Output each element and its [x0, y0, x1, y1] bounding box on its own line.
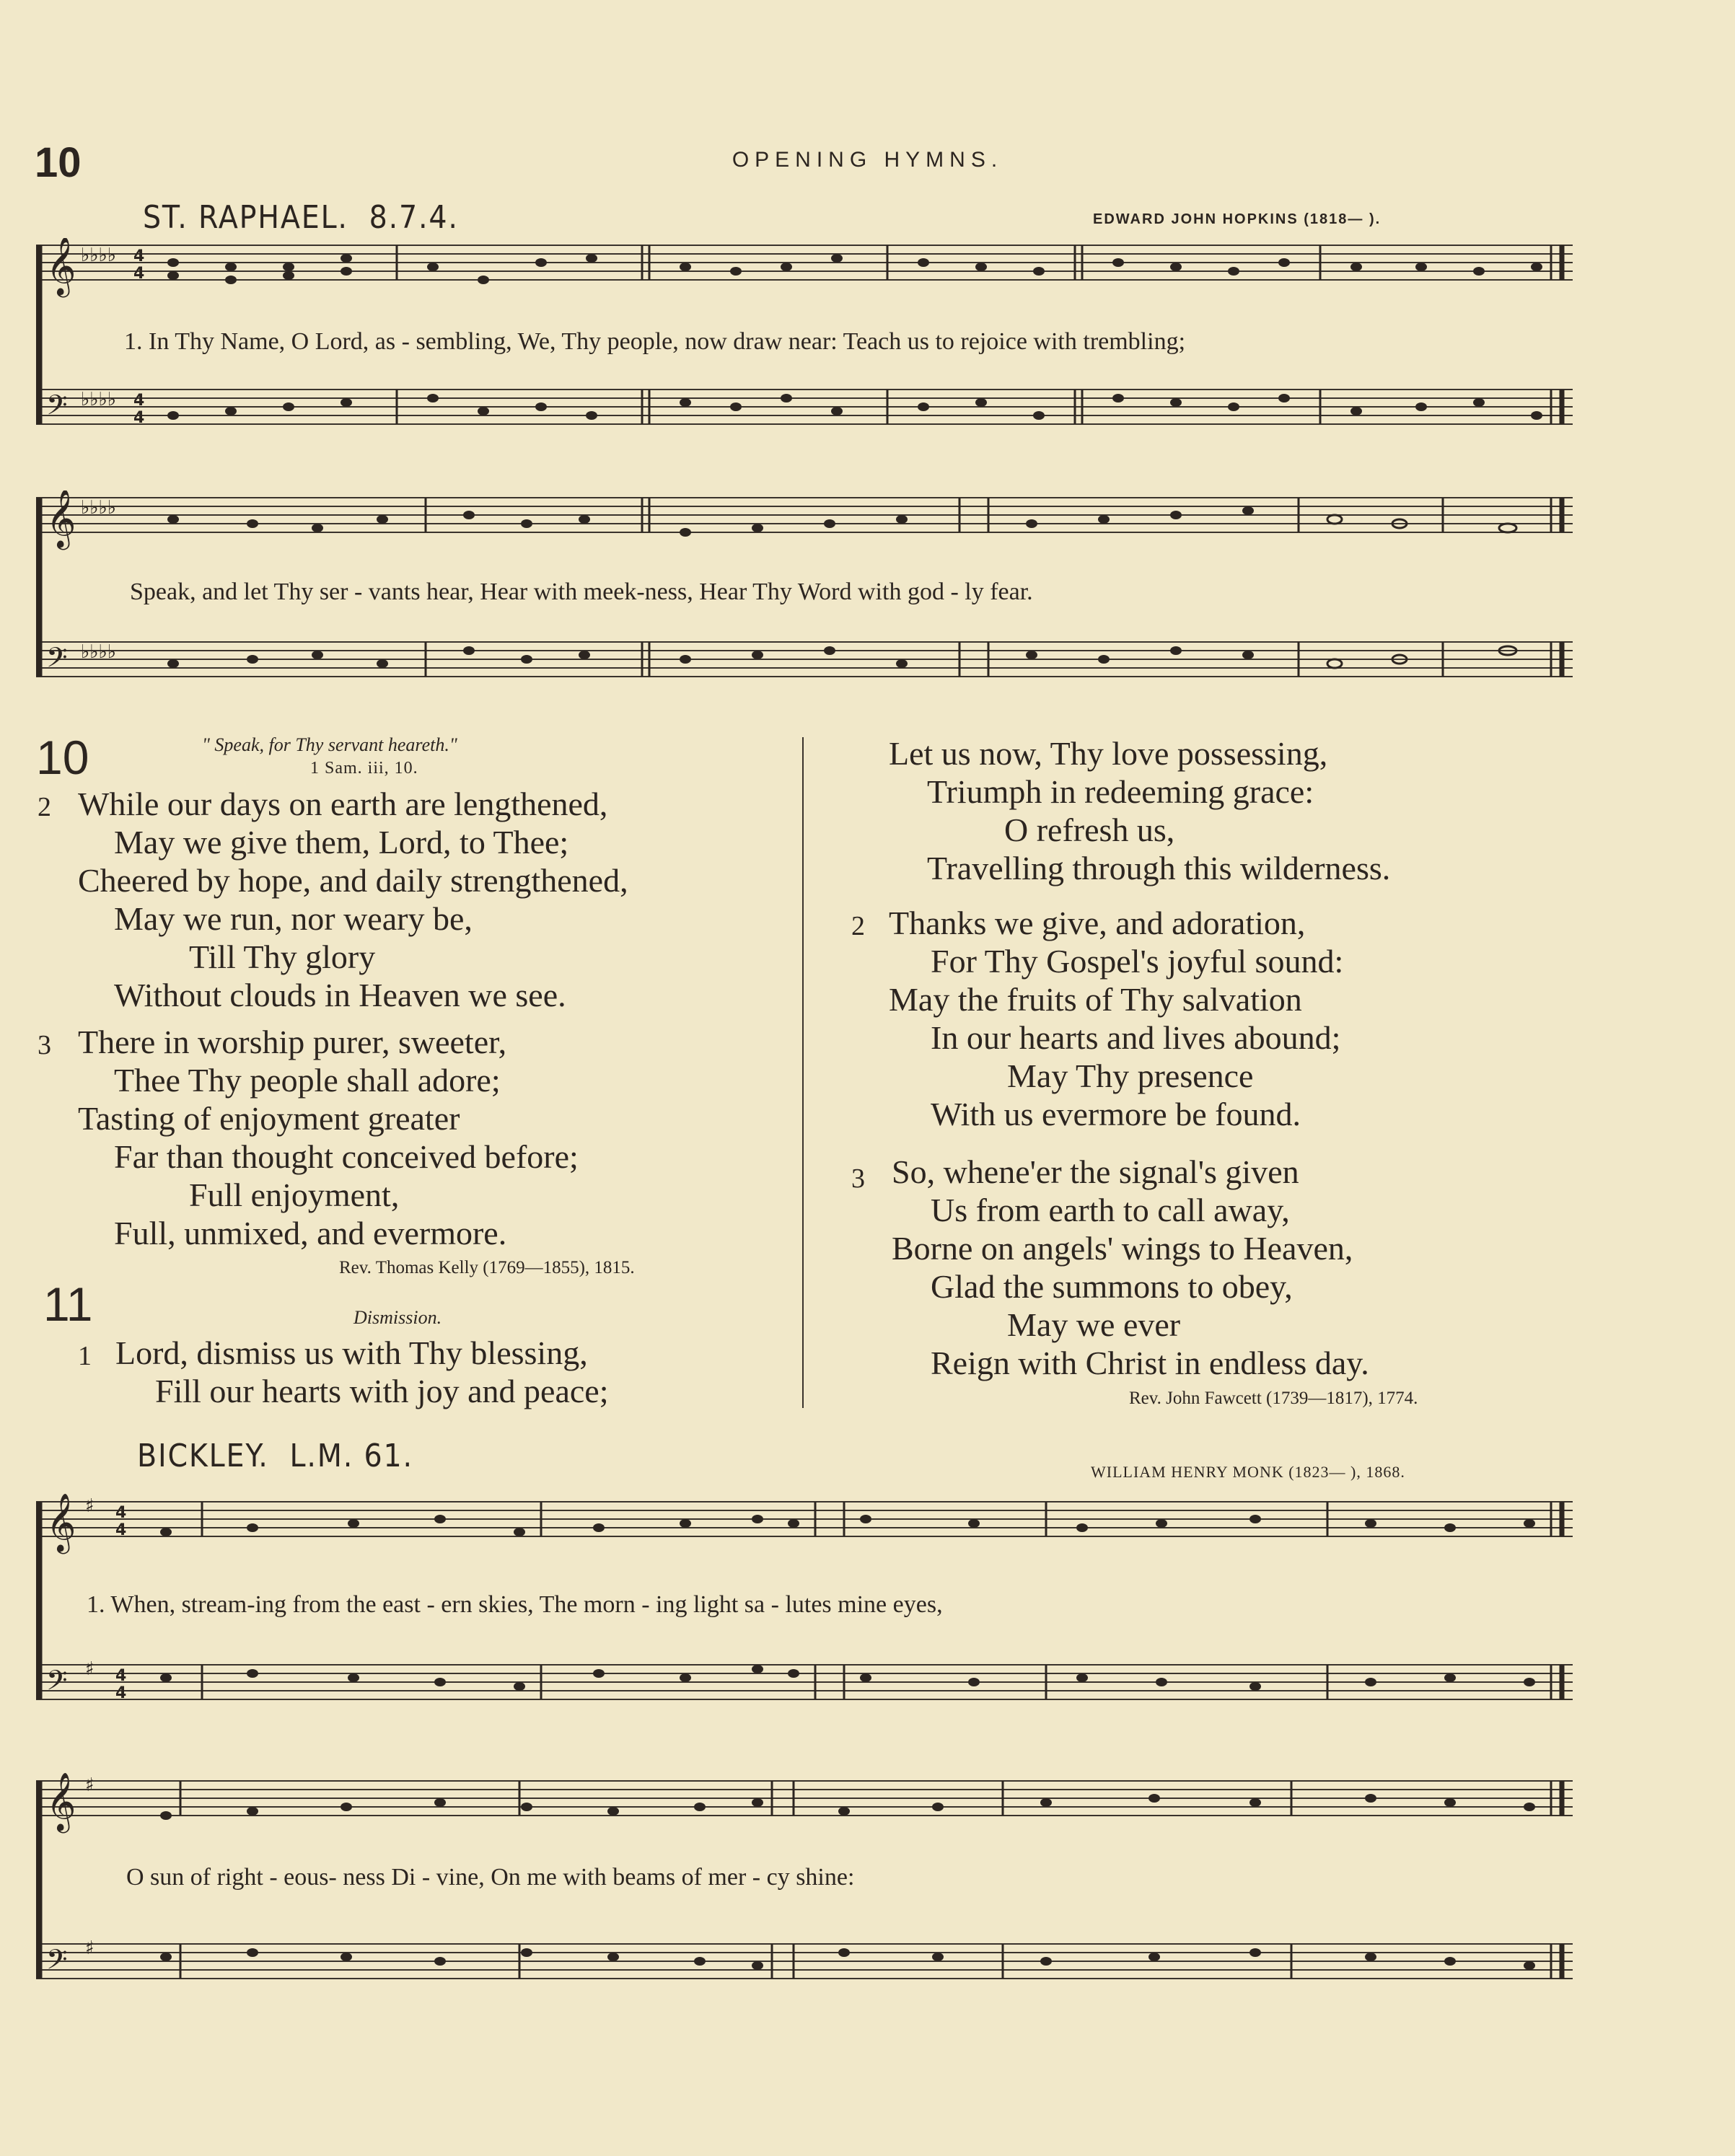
verse-line: Without clouds in Heaven we see.	[114, 977, 566, 1013]
verse-line: Far than thought conceived before;	[114, 1138, 579, 1175]
svg-text:𝄞: 𝄞	[46, 490, 76, 547]
verse-line: Fill our hearts with joy and peace;	[155, 1373, 609, 1409]
verse-line: May we ever	[1007, 1306, 1181, 1343]
svg-text:4: 4	[133, 265, 145, 283]
svg-text:4: 4	[133, 409, 145, 427]
verse-line: While our days on earth are lengthened,	[78, 786, 608, 822]
tune-meter: L.M. 61.	[289, 1438, 413, 1474]
verse-line: Travelling through this wilderness.	[927, 850, 1391, 886]
verse-line: Thee Thy people shall adore;	[114, 1062, 501, 1099]
svg-text:♭♭♭♭: ♭♭♭♭	[81, 389, 117, 410]
verse-line: May Thy presence	[1007, 1057, 1254, 1094]
verse-line: Tasting of enjoyment greater	[78, 1100, 460, 1137]
verse-line: Till Thy glory	[189, 938, 376, 975]
verse-line: O refresh us,	[1004, 811, 1175, 848]
svg-text:♭♭♭♭: ♭♭♭♭	[81, 641, 117, 663]
stanza-number: 2	[38, 792, 51, 822]
svg-text:♯: ♯	[85, 1937, 95, 1959]
tune-name: BICKLEY.	[137, 1438, 269, 1474]
hymn-number: 11	[43, 1277, 93, 1331]
svg-text:4: 4	[133, 392, 145, 410]
svg-text:𝄞: 𝄞	[46, 1772, 76, 1831]
svg-text:4: 4	[115, 1521, 127, 1539]
svg-text:𝄞: 𝄞	[46, 238, 76, 295]
svg-text:𝄢: 𝄢	[46, 1943, 68, 1982]
svg-text:𝄢: 𝄢	[46, 641, 68, 680]
svg-text:4: 4	[115, 1504, 127, 1522]
verse-line: Us from earth to call away,	[931, 1192, 1290, 1228]
verse-line: Triumph in redeeming grace:	[927, 773, 1314, 810]
svg-text:4: 4	[115, 1684, 127, 1702]
verse-line: Full, unmixed, and evermore.	[114, 1215, 507, 1251]
tune-title	[137, 1438, 413, 1474]
verse-line: May we run, nor weary be,	[114, 900, 473, 937]
verse-line: For Thy Gospel's joyful sound:	[931, 943, 1344, 980]
verse-line: With us evermore be found.	[931, 1096, 1301, 1132]
verse-line: Thanks we give, and adoration,	[889, 905, 1306, 941]
column-divider	[802, 737, 804, 1408]
svg-text:♯: ♯	[85, 1774, 95, 1796]
stanza-number: 3	[38, 1030, 51, 1060]
lyric-underlay: O sun of right - eous- ness Di - vine, On me with beams of mer - cy shine:	[126, 1864, 855, 1891]
verse-line: Borne on angels' wings to Heaven,	[892, 1230, 1353, 1267]
verse-line: So, whene'er the signal's given	[892, 1153, 1299, 1190]
author-credit: Rev. John Fawcett (1739—1817), 1774.	[1129, 1389, 1418, 1408]
svg-text:𝄞: 𝄞	[46, 1492, 76, 1552]
page-number: 10	[35, 139, 82, 186]
tune-name: ST. RAPHAEL.	[143, 199, 348, 236]
lyric-underlay: 1. When, stream-ing from the east - ern skies, The morn - ing light sa - lutes mine eyes,	[87, 1591, 943, 1618]
composer-credit: EDWARD JOHN HOPKINS (1818— ).	[1093, 211, 1382, 227]
verse-line: May the fruits of Thy salvation	[889, 981, 1302, 1018]
composer-credit: WILLIAM HENRY MONK (1823— ), 1868.	[1091, 1463, 1405, 1481]
verse-line: Let us now, Thy love possessing,	[889, 735, 1328, 772]
stanza-number: 3	[851, 1163, 865, 1194]
hymn-number: 10	[36, 731, 89, 784]
lyric-underlay: 1. In Thy Name, O Lord, as - sembling, We, Thy people, now draw near: Teach us to rejoice with trembling;	[124, 328, 1186, 355]
treble-staff	[36, 245, 1573, 280]
svg-text:♭♭♭♭: ♭♭♭♭	[81, 497, 117, 519]
svg-text:♯: ♯	[85, 1495, 95, 1517]
stanza-number: 1	[78, 1341, 92, 1371]
verse-line: Glad the summons to obey,	[931, 1268, 1293, 1305]
verse-line: Full enjoyment,	[189, 1176, 400, 1213]
verse-line: Lord, dismiss us with Thy blessing,	[115, 1334, 588, 1371]
epigraph: " Speak, for Thy servant heareth."	[202, 734, 457, 755]
stanza-number: 2	[851, 911, 865, 941]
verse-line: In our hearts and lives abound;	[931, 1019, 1341, 1056]
verse-line: Cheered by hope, and daily strengthened,	[78, 862, 628, 899]
svg-text:𝄢: 𝄢	[46, 389, 68, 428]
tune-meter: 8.7.4.	[369, 199, 459, 236]
running-title: OPENING HYMNS.	[732, 148, 1003, 172]
svg-text:♭♭♭♭: ♭♭♭♭	[81, 245, 117, 266]
svg-text:𝄢: 𝄢	[46, 1664, 68, 1703]
verse-line: There in worship purer, sweeter,	[78, 1024, 507, 1060]
bass-staff	[36, 390, 1573, 424]
verse-line: May we give them, Lord, to Thee;	[114, 824, 569, 861]
verse-line: Reign with Christ in endless day.	[931, 1345, 1369, 1381]
svg-text:4: 4	[115, 1667, 127, 1685]
scripture-reference: 1 Sam. iii, 10.	[310, 759, 418, 778]
epigraph: Dismission.	[353, 1307, 442, 1328]
lyric-underlay: Speak, and let Thy ser - vants hear, Hear with meek-ness, Hear Thy Word with god - ly fear.	[130, 578, 1033, 605]
author-credit: Rev. Thomas Kelly (1769—1855), 1815.	[339, 1258, 635, 1277]
tune-title	[143, 199, 459, 236]
svg-text:♯: ♯	[85, 1658, 95, 1680]
svg-text:4: 4	[133, 247, 145, 265]
